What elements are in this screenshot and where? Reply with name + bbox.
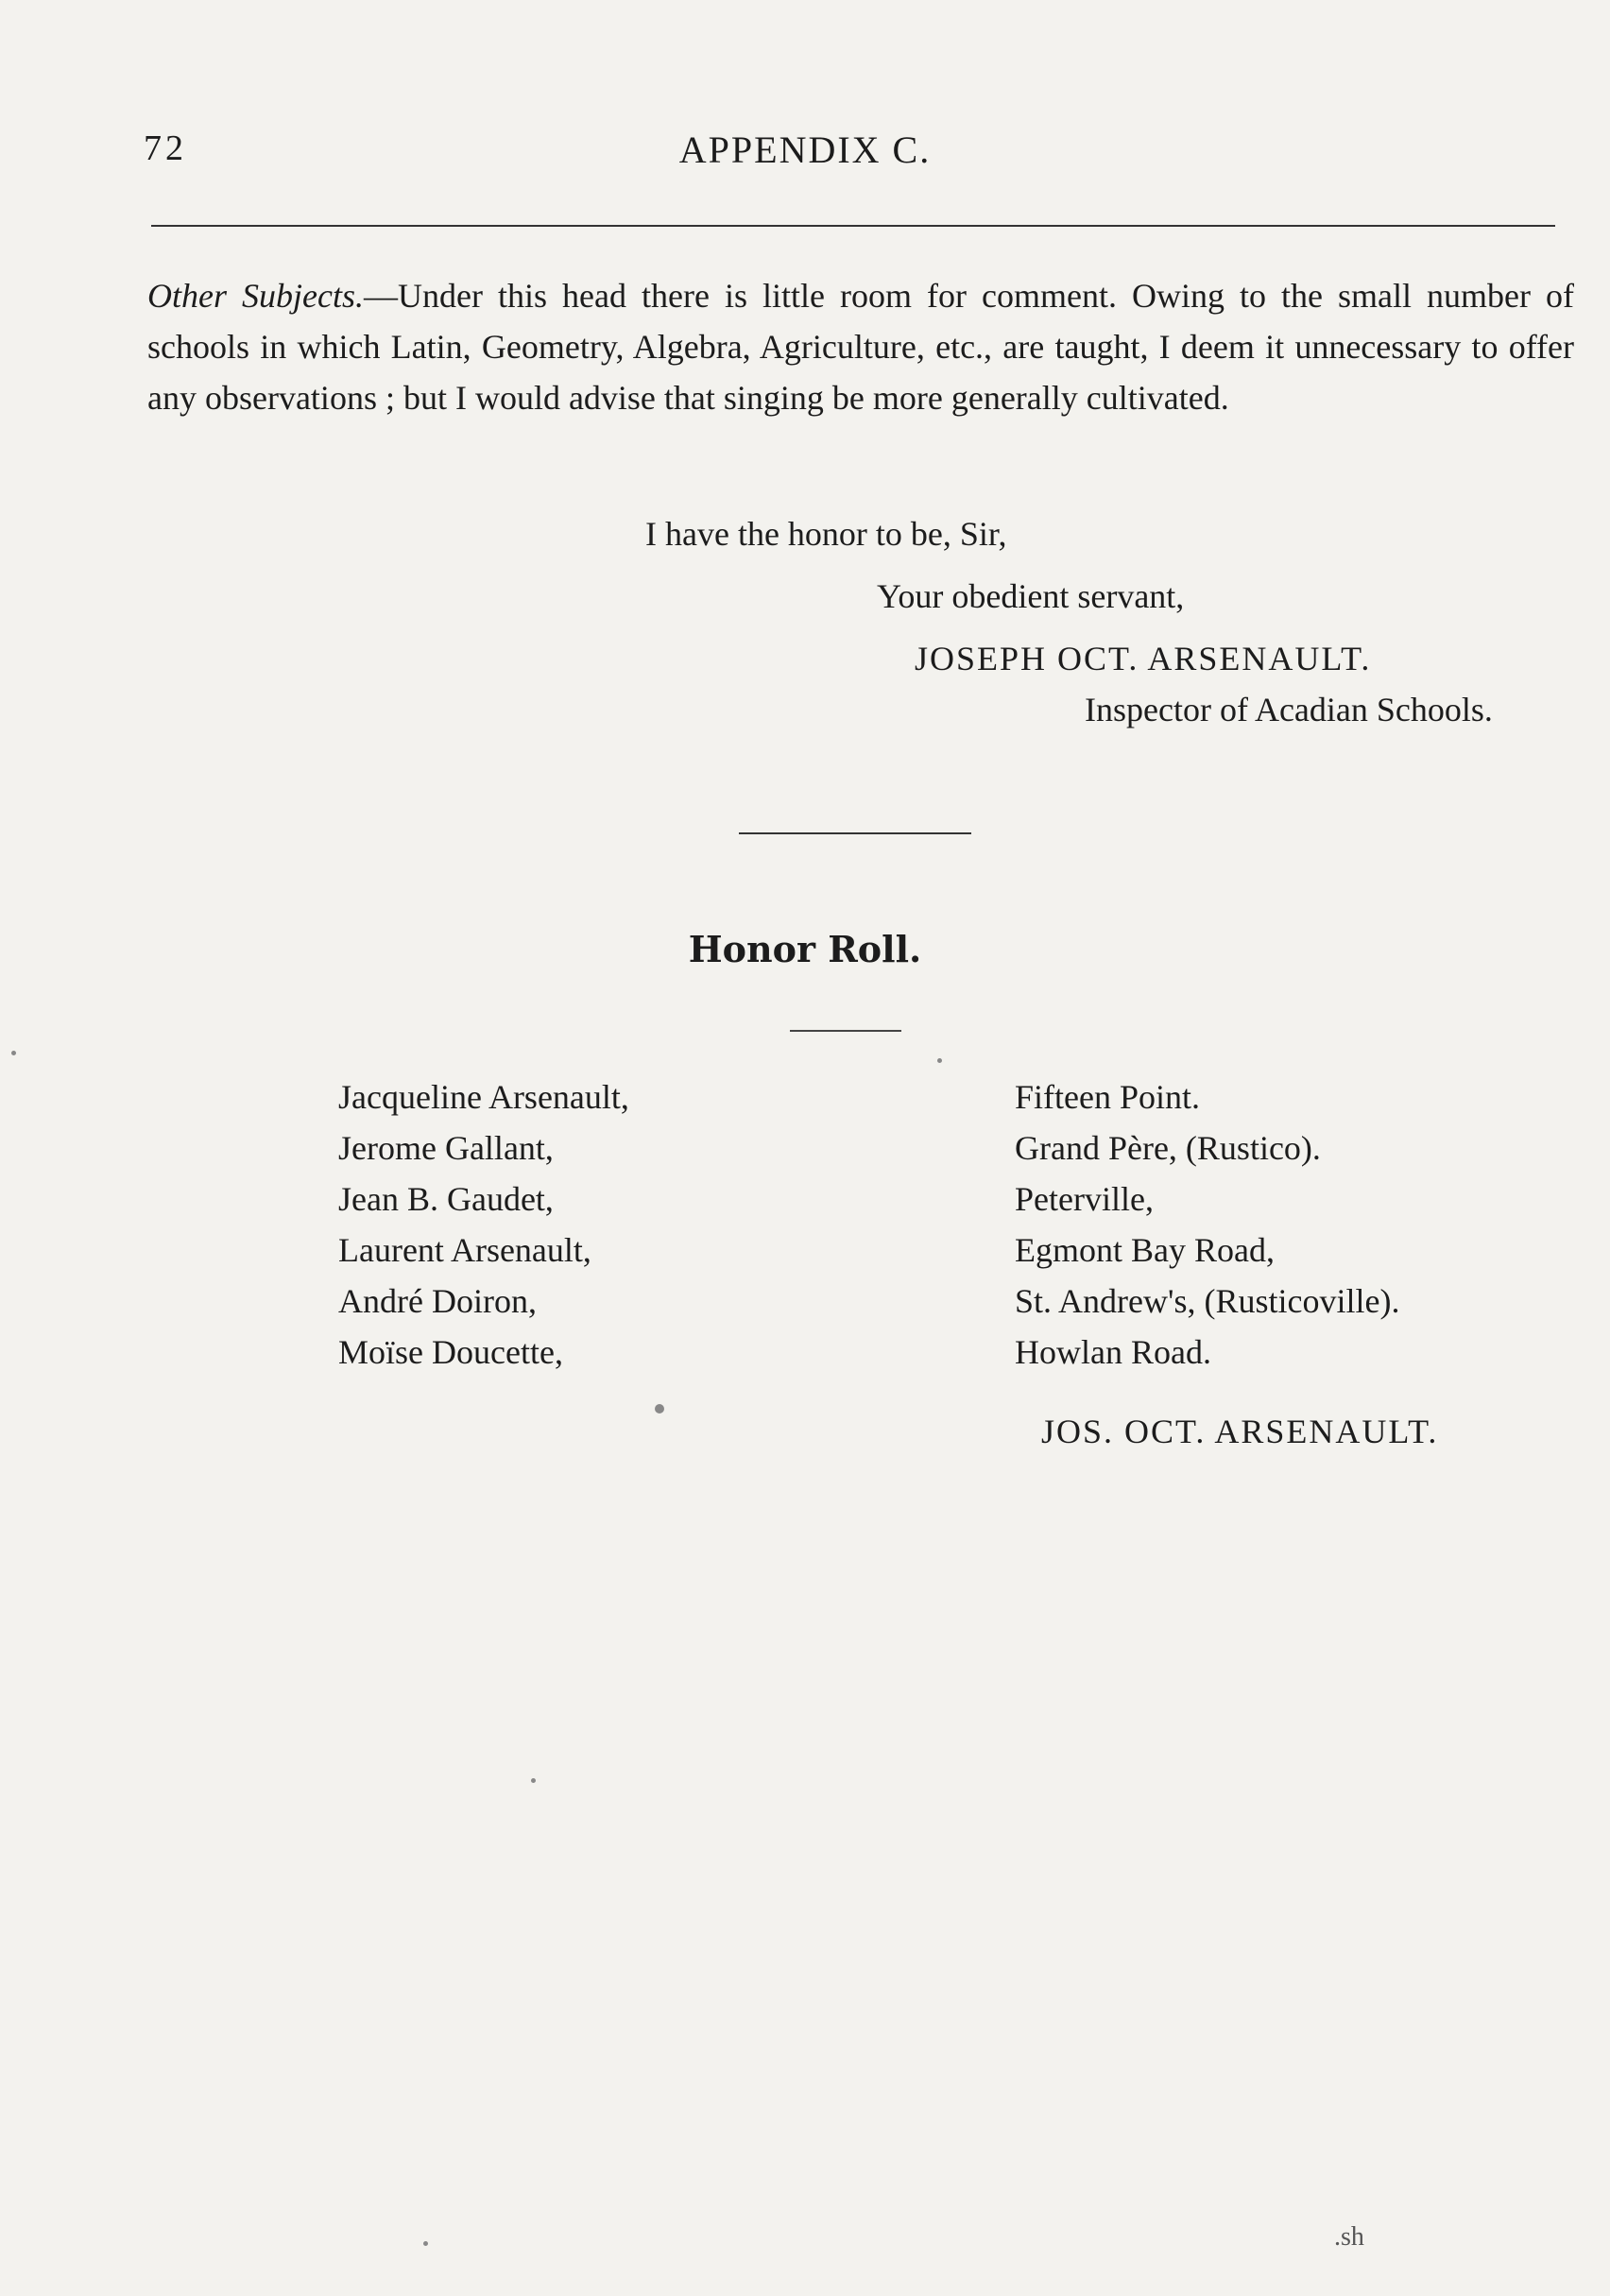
student-name: Moïse Doucette, <box>338 1333 563 1371</box>
school-place: Howlan Road. <box>1015 1333 1211 1371</box>
student-name: Jean B. Gaudet, <box>338 1180 554 1218</box>
school-place: St. Andrew's, (Rusticoville). <box>1015 1282 1400 1320</box>
signatory-title: Inspector of Acadian Schools. <box>1085 691 1493 728</box>
list-item <box>0 1071 1610 1122</box>
lead-italic: Other Subjects. <box>147 277 364 315</box>
student-name: Jerome Gallant, <box>338 1129 554 1167</box>
honor-roll-title: Honor Roll. <box>688 928 922 970</box>
signature: JOSEPH OCT. ARSENAULT. <box>915 640 1372 677</box>
list-item <box>0 1276 1610 1327</box>
student-name: Laurent Arsenault, <box>338 1231 591 1269</box>
student-name: André Doiron, <box>338 1282 537 1320</box>
section-divider <box>739 832 971 834</box>
running-head: APPENDIX C. <box>678 129 932 171</box>
honor-roll-signoff: JOS. OCT. ARSENAULT. <box>1041 1413 1439 1450</box>
header-rule <box>151 225 1555 227</box>
closing-line-2: Your obedient servant, <box>877 577 1185 615</box>
list-item <box>0 1225 1610 1276</box>
student-name: Jacqueline Arsenault, <box>338 1078 629 1116</box>
list-item <box>0 1327 1610 1378</box>
closing-line-1: I have the honor to be, Sir, <box>645 515 1007 553</box>
school-place: Grand Père, (Rustico). <box>1015 1129 1321 1167</box>
page-number: 72 <box>144 129 187 168</box>
list-item <box>0 1122 1610 1174</box>
footer-mark: .sh <box>1334 2222 1364 2252</box>
scan-speck <box>655 1404 664 1414</box>
list-item <box>0 1174 1610 1225</box>
scan-speck <box>11 1051 16 1055</box>
school-place: Peterville, <box>1015 1180 1154 1218</box>
title-underline <box>790 1030 901 1032</box>
scan-speck <box>423 2241 428 2246</box>
school-place: Fifteen Point. <box>1015 1078 1200 1116</box>
school-place: Egmont Bay Road, <box>1015 1231 1275 1269</box>
paragraph-text: —Under this head there is little room for comment. Owing to the small number of schools in which Latin, Geometry, Algebra, Agriculture, etc., are taught, I deem it unnecessary to offer any observations ; but I would advise that singing be more generally cultivated. <box>147 277 1574 417</box>
scan-speck <box>531 1778 536 1783</box>
scan-speck <box>937 1058 942 1063</box>
body-paragraph <box>147 270 1574 423</box>
